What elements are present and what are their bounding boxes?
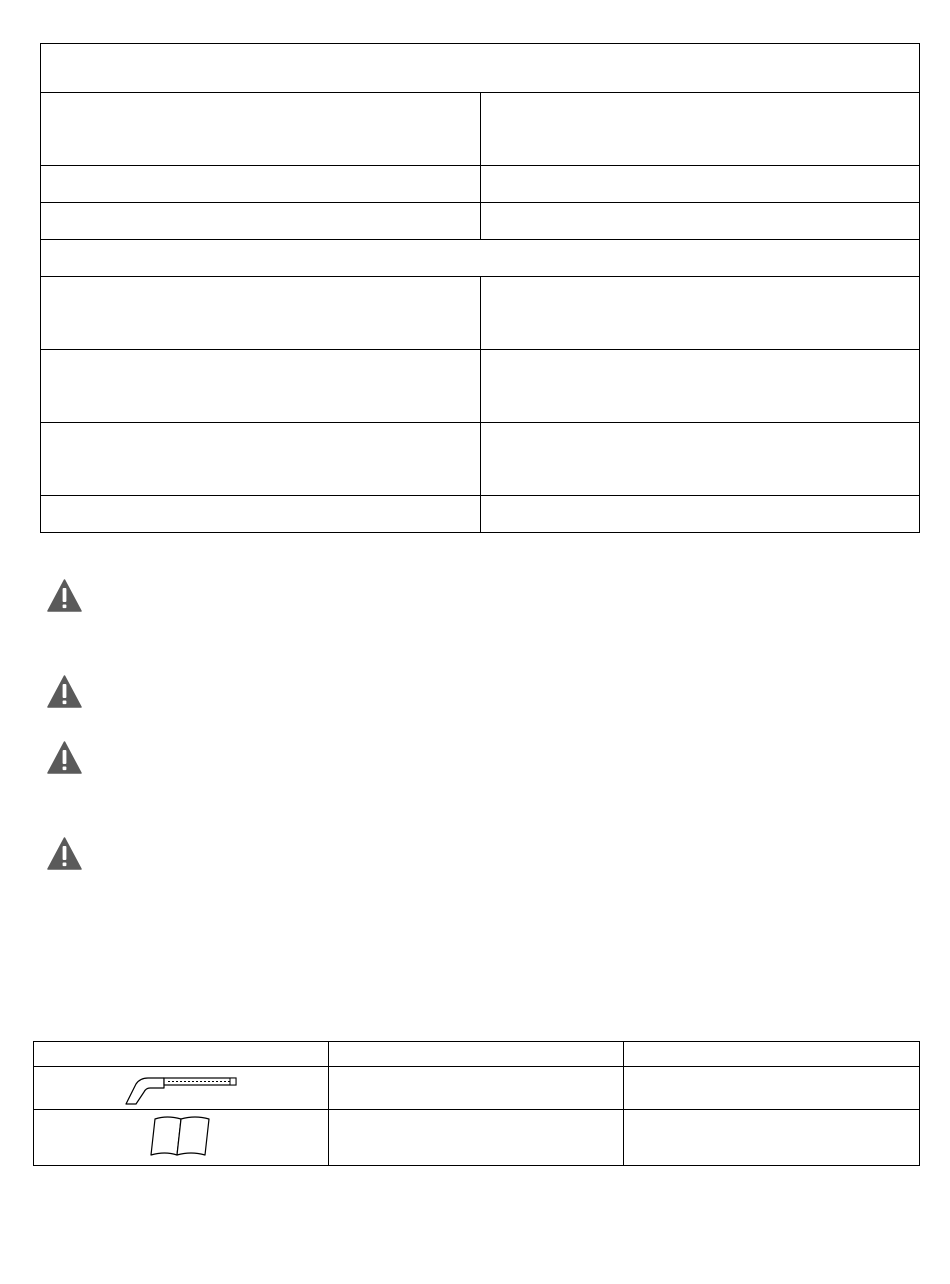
name-cell [329, 1067, 624, 1110]
accessories-table [33, 1041, 920, 1166]
spec-value-cell [481, 423, 920, 496]
table-row [34, 1067, 920, 1110]
image-cell [34, 1067, 329, 1110]
warning-triangle-icon [47, 579, 82, 612]
spec-section-header [41, 240, 920, 277]
spec-label-cell [41, 166, 481, 203]
spec-label-cell [41, 93, 481, 166]
spec-row [41, 93, 920, 166]
spec-row [41, 203, 920, 240]
qty-cell [624, 1110, 920, 1166]
manual-book-icon [149, 1113, 213, 1162]
table-row [34, 1110, 920, 1166]
spec-label-cell [41, 423, 481, 496]
hose-nozzle-icon [124, 1068, 239, 1109]
spec-section-header [41, 44, 920, 93]
spec-row [41, 277, 920, 350]
header-cell [624, 1042, 920, 1067]
spec-value-cell [481, 277, 920, 350]
header-cell [329, 1042, 624, 1067]
name-cell [329, 1110, 624, 1166]
spec-label-cell [41, 203, 481, 240]
spec-value-cell [481, 203, 920, 240]
image-cell [34, 1110, 329, 1166]
spec-value-cell [481, 166, 920, 203]
spec-table [40, 43, 920, 533]
spec-value-cell [481, 93, 920, 166]
spec-row [41, 350, 920, 423]
accessories-header-row [34, 1042, 920, 1067]
warning-triangle-icon [47, 675, 82, 708]
spec-row [41, 166, 920, 203]
spec-row [41, 423, 920, 496]
spec-row [41, 240, 920, 277]
spec-row [41, 496, 920, 533]
header-cell [34, 1042, 329, 1067]
warning-triangle-icon [47, 837, 82, 870]
spec-label-cell [41, 496, 481, 533]
spec-label-cell [41, 277, 481, 350]
qty-cell [624, 1067, 920, 1110]
spec-label-cell [41, 350, 481, 423]
spec-value-cell [481, 496, 920, 533]
spec-row [41, 44, 920, 93]
spec-value-cell [481, 350, 920, 423]
warning-triangle-icon [47, 741, 82, 774]
